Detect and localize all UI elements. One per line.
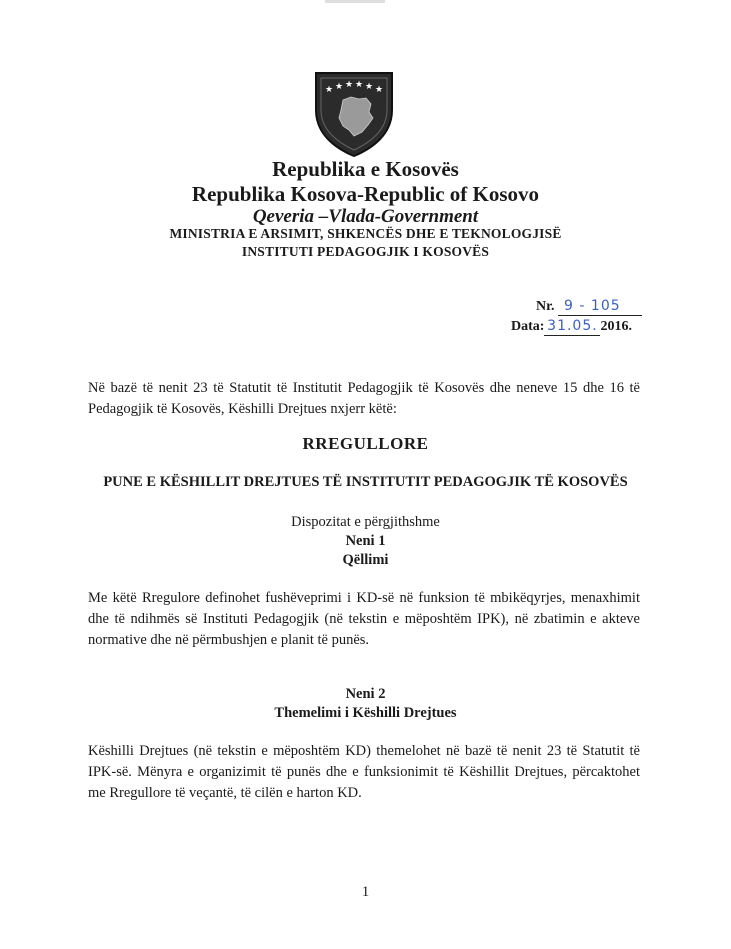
article-1-number: Neni 1: [345, 533, 386, 549]
reference-date-label: Data:: [511, 319, 545, 334]
header-institute: INSTITUTI PEDAGOGJIK I KOSOVËS: [241, 244, 490, 259]
scan-artifact: [325, 0, 385, 3]
svg-text:★: ★: [355, 80, 364, 90]
document-subtitle: PUNE E KËSHILLIT DREJTUES TË INSTITUTIT PEDAGOGJIK TË KOSOVËS: [103, 474, 628, 490]
svg-text:★: ★: [345, 80, 354, 90]
header-government: Qeveria –Vlada-Government: [252, 206, 479, 227]
page-number: 1: [361, 884, 370, 900]
reference-date-handwritten: 31.05.: [547, 318, 598, 334]
svg-text:★: ★: [365, 82, 374, 92]
article-1-text: Me këtë Rregulore definohet fushëveprimi i KD-së në funksion të mbikëqyrjes, menaxhimit dhe të ndihmës së Instituti Pedagogjik (në tekstin e mëposhtëm IPK), në zbatimin e akteve normative dhe në përmbushjen e planit të punës.: [88, 590, 640, 648]
document-title: RREGULLORE: [302, 434, 429, 453]
reference-number-label: Nr.: [536, 299, 555, 314]
article-2-number: Neni 2: [345, 686, 386, 702]
article-1-title: Qëllimi: [342, 552, 389, 568]
article-2-text: Këshilli Drejtues (në tekstin e mëposhtëm KD) themelohet në bazë të nenit 23 të Statutit të IPK-së. Mënyra e organizimit të punës dhe e funksionimit të Këshillit Drejtues, përcaktohet me Rregullore të veçantë, të cilën e harton KD.: [88, 743, 640, 801]
kosovo-coat-of-arms-icon: [313, 70, 395, 158]
reference-date: [511, 318, 651, 336]
header-ministry: MINISTRIA E ARSIMIT, SHKENCËS DHE E TEKNOLOGJISË: [169, 226, 562, 241]
section-heading: Dispozitat e përgjithshme: [291, 514, 440, 530]
article-2-title: Themelimi i Këshilli Drejtues: [274, 705, 457, 721]
header-country: Republika e Kosovës: [272, 157, 459, 181]
reference-number: [536, 298, 676, 316]
svg-text:★: ★: [375, 85, 384, 95]
svg-text:★: ★: [335, 82, 344, 92]
reference-number-handwritten: 9 - 105: [564, 298, 621, 314]
intro-paragraph: Në bazë të nenit 23 të Statutit të Institutit Pedagogjik të Kosovës dhe neneve 15 dhe 16 të Pedagogjik të Kosovës, Këshilli Drejtues nxjerr këtë:: [88, 380, 640, 417]
svg-text:★: ★: [325, 85, 334, 95]
header-country-multilingual: Republika Kosova-Republic of Kosovo: [191, 182, 540, 206]
reference-date-year: 2016.: [600, 319, 632, 334]
